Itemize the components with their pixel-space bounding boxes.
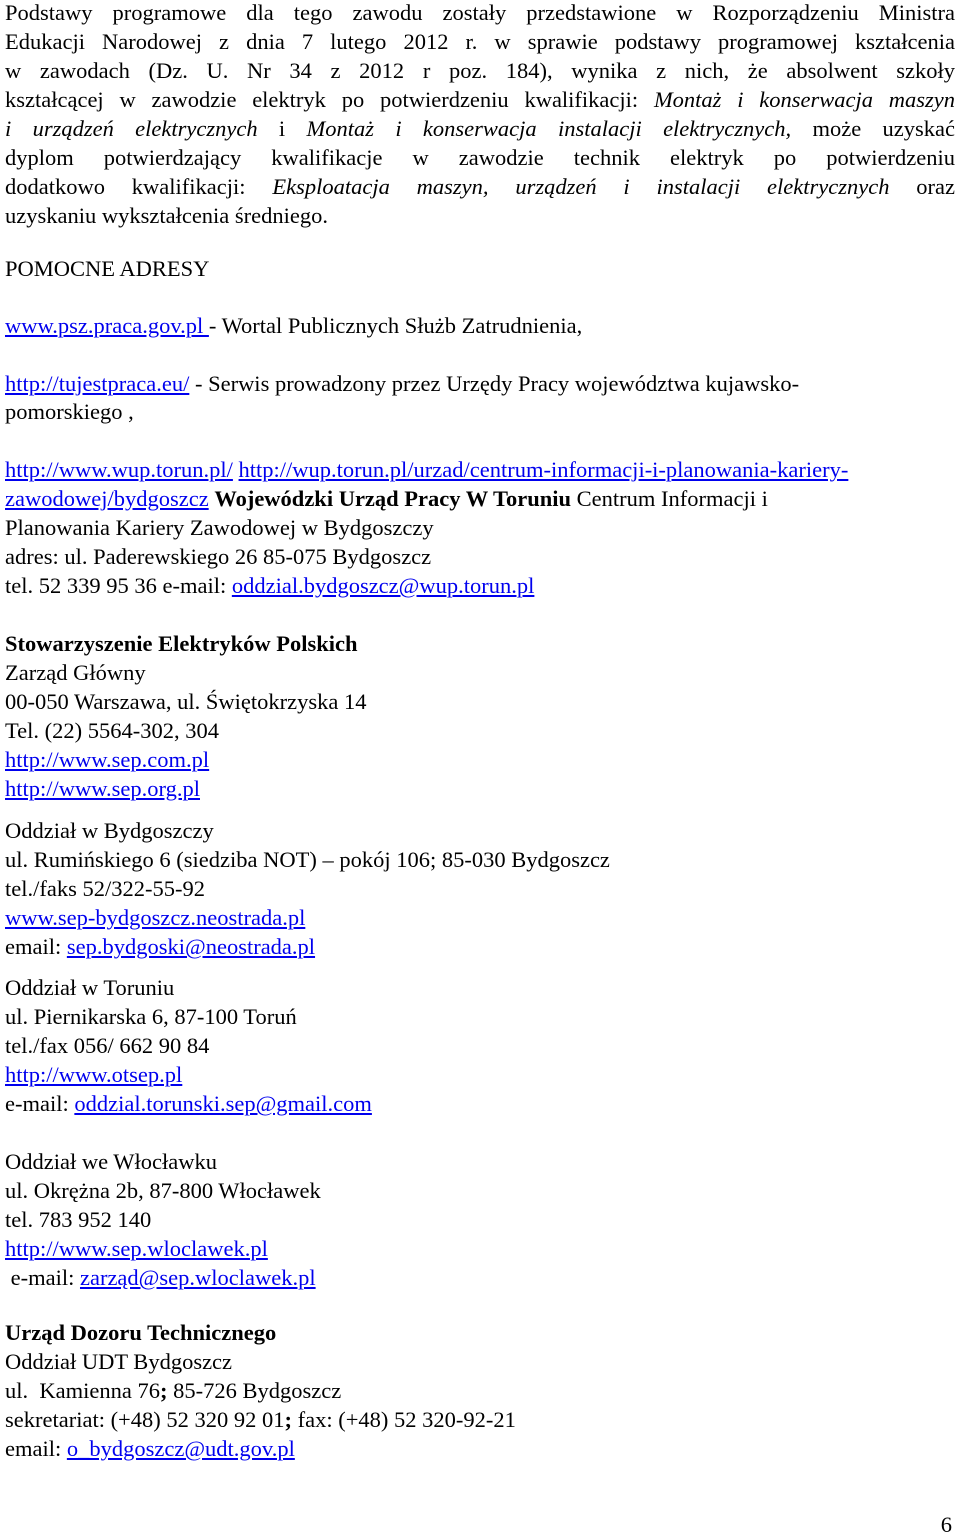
wup-name: Wojewódzki Urząd Pracy W Toruniu xyxy=(214,486,572,511)
psz-entry xyxy=(5,313,582,339)
bydgoszcz-email xyxy=(5,934,315,960)
email-label: email: xyxy=(5,1436,67,1461)
address-text: ul. Kamienna 76 xyxy=(5,1378,160,1403)
email-label: email: xyxy=(5,934,67,959)
sep-url-2 xyxy=(5,776,200,802)
bydgoszcz-email-link[interactable]: sep.bydgoski@neostrada.pl xyxy=(66,934,316,959)
organization-name: Stowarzyszenie Elektryków Polskich xyxy=(5,631,358,656)
address-text: ul. Piernikarska 6, 87-100 Toruń xyxy=(5,1004,297,1029)
board-text: Zarząd Główny xyxy=(5,660,146,685)
separator: ; xyxy=(284,1407,292,1432)
intro-text: może uzyskać xyxy=(791,116,955,141)
wup-links-line xyxy=(5,457,848,483)
torun-email xyxy=(5,1091,372,1117)
torun-url xyxy=(5,1062,182,1088)
address-text: ul. Okrężna 2b, 87-800 Włocławek xyxy=(5,1178,321,1203)
wup-address xyxy=(5,544,431,570)
udt-email-link[interactable]: o_bydgoszcz@udt.gov.pl xyxy=(66,1436,295,1461)
email-label: e-mail: xyxy=(5,1091,75,1116)
bydgoszcz-title xyxy=(5,818,214,844)
organization-name: Urząd Dozoru Technicznego xyxy=(5,1320,277,1345)
qualification-name: Eksploatacja maszyn, urządzeń i instalacji elektrycznych xyxy=(272,174,890,199)
wloclawek-address xyxy=(5,1178,321,1204)
email-label: e-mail: xyxy=(5,1265,80,1290)
branch-title: Oddział w Bydgoszczy xyxy=(5,818,214,843)
sep-board xyxy=(5,660,146,686)
intro-text: Edukacji Narodowej z dnia 7 lutego 2012 r. w sprawie podstawy programowej kształcenia xyxy=(5,29,955,54)
wup-cik-link[interactable]: zawodowej/bydgoszcz xyxy=(5,486,209,511)
address-text: adres: ul. Paderewskiego 26 85-075 Bydgoszcz xyxy=(5,544,432,569)
intro-text: kształcącej w zawodzie elektryk po potwierdzeniu kwalifikacji: xyxy=(5,87,654,112)
intro-text: dyplom potwierdzający kwalifikacje w zawodzie technik elektryk po potwierdzeniu xyxy=(5,145,955,170)
otsep-link[interactable]: http://www.otsep.pl xyxy=(5,1062,183,1087)
udt-phone xyxy=(5,1407,516,1433)
qualification-name: Montaż i konserwacja instalacji elektrycznych, xyxy=(306,116,792,141)
intro-line-4 xyxy=(5,87,955,113)
tujestpraca-description: - Serwis prowadzony przez Urzędy Pracy województwa kujawsko- xyxy=(189,371,800,396)
wloclawek-email xyxy=(5,1265,316,1291)
torun-title xyxy=(5,975,174,1001)
udt-address xyxy=(5,1378,341,1404)
phone-text: tel. 783 952 140 xyxy=(5,1207,152,1232)
bydgoszcz-url xyxy=(5,905,305,931)
intro-text: dodatkowo kwalifikacji: xyxy=(5,174,273,199)
fax-text: fax: (+48) 52 320-92-21 xyxy=(292,1407,516,1432)
torun-address xyxy=(5,1004,297,1030)
heading-text: POMOCNE ADRESY xyxy=(5,256,210,281)
intro-line-6 xyxy=(5,145,955,171)
phone-text: tel./fax 056/ 662 90 84 xyxy=(5,1033,210,1058)
tujestpraca-description: pomorskiego , xyxy=(5,399,134,424)
wup-link[interactable]: http://www.wup.torun.pl/ xyxy=(5,457,233,482)
branch-title: Oddział w Toruniu xyxy=(5,975,175,1000)
psz-description: - Wortal Publicznych Służb Zatrudnienia, xyxy=(208,313,583,338)
phone-text: tel./faks 52/322-55-92 xyxy=(5,876,205,901)
intro-line-3 xyxy=(5,58,955,84)
intro-text: uzyskaniu wykształcenia średniego. xyxy=(5,203,329,228)
wup-email-link[interactable]: oddzial.bydgoszcz@wup.torun.pl xyxy=(231,573,535,598)
branch-title: Oddział UDT Bydgoszcz xyxy=(5,1349,233,1374)
wup-cik-link[interactable]: http://wup.torun.pl/urzad/centrum-informacji-i-planowania-kariery- xyxy=(238,457,849,482)
wloclawek-email-link[interactable]: zarząd@sep.wloclawek.pl xyxy=(79,1265,316,1290)
wup-description: Planowania Kariery Zawodowej w Bydgoszczy xyxy=(5,515,434,540)
wloclawek-url xyxy=(5,1236,268,1262)
branch-title: Oddział we Włocławku xyxy=(5,1149,218,1174)
wloclawek-link[interactable]: http://www.sep.wloclawek.pl xyxy=(5,1236,268,1261)
bydgoszcz-address xyxy=(5,847,610,873)
udt-email xyxy=(5,1436,295,1462)
udt-branch xyxy=(5,1349,232,1375)
torun-phone xyxy=(5,1033,209,1059)
torun-email-link[interactable]: oddzial.torunski.sep@gmail.com xyxy=(74,1091,372,1116)
address-text: 00-050 Warszawa, ul. Świętokrzyska 14 xyxy=(5,689,367,714)
wloclawek-title xyxy=(5,1149,217,1175)
phone-text: sekretariat: (+48) 52 320 92 01 xyxy=(5,1407,285,1432)
page-number: 6 xyxy=(940,1512,952,1537)
wup-name-line xyxy=(5,486,768,512)
qualification-name: Montaż i konserwacja maszyn xyxy=(653,87,955,112)
intro-line-5 xyxy=(5,116,955,142)
phone-text: tel. 52 339 95 36 e-mail: xyxy=(5,573,232,598)
wup-description: Centrum Informacji i xyxy=(571,486,768,511)
phone-text: Tel. (22) 5564-302, 304 xyxy=(5,718,220,743)
section-heading xyxy=(5,256,209,282)
tujestpraca-link[interactable]: http://tujestpraca.eu/ xyxy=(5,371,190,396)
udt-name xyxy=(5,1320,276,1346)
intro-line-8 xyxy=(5,203,328,229)
wloclawek-phone xyxy=(5,1207,151,1233)
tujestpraca-entry-cont xyxy=(5,399,134,425)
address-text: 85-726 Bydgoszcz xyxy=(167,1378,342,1403)
wup-contact xyxy=(5,573,534,599)
separator: ; xyxy=(159,1378,168,1403)
intro-text: Podstawy programowe dla tego zawodu zostały przedstawione w Rozporządzeniu Ministra xyxy=(5,0,955,25)
sep-com-link[interactable]: http://www.sep.com.pl xyxy=(5,747,210,772)
qualification-name: i urządzeń elektrycznych xyxy=(5,116,258,141)
sep-url-1 xyxy=(5,747,209,773)
bydgoszcz-phone xyxy=(5,876,205,902)
psz-link[interactable]: www.psz.praca.gov.pl xyxy=(5,313,209,338)
address-text: ul. Rumińskiego 6 (siedziba NOT) – pokój 106; 85-030 Bydgoszcz xyxy=(5,847,610,872)
sep-phone xyxy=(5,718,219,744)
wup-desc-line xyxy=(5,515,434,541)
intro-line-2 xyxy=(5,29,955,55)
intro-text: w zawodach (Dz. U. Nr 34 z 2012 r poz. 184), wynika z nich, że absolwent szkoły xyxy=(5,58,955,83)
sep-name xyxy=(5,631,357,657)
sep-org-link[interactable]: http://www.sep.org.pl xyxy=(5,776,200,801)
sep-address xyxy=(5,689,366,715)
bydgoszcz-link[interactable]: www.sep-bydgoszcz.neostrada.pl xyxy=(5,905,306,930)
tujestpraca-entry xyxy=(5,371,799,397)
intro-line-7 xyxy=(5,174,955,200)
intro-text: i xyxy=(257,116,307,141)
intro-text: oraz xyxy=(889,174,956,199)
intro-line-1 xyxy=(5,0,955,26)
